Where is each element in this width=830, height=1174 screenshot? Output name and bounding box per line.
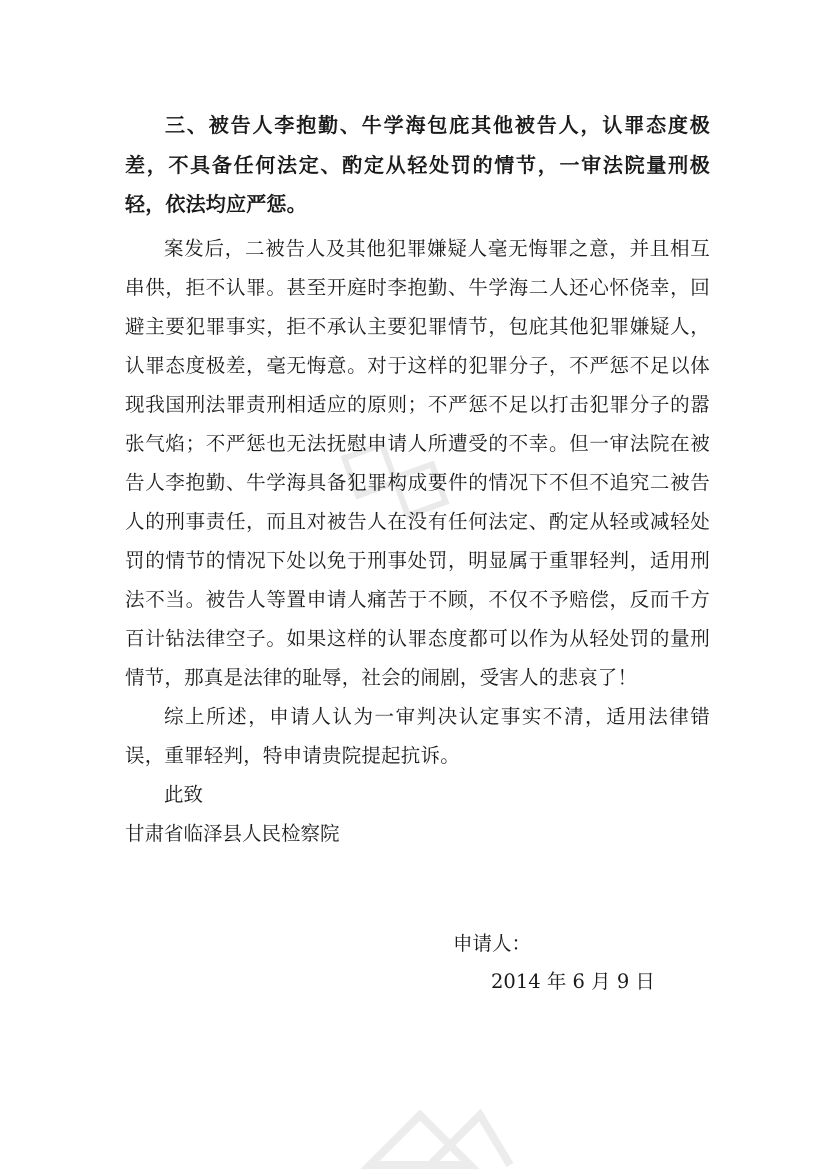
document-date: 2014 年 6 月 9 日 — [491, 970, 655, 993]
conclusion-paragraph: 综上所述，申请人认为一审判决认定事实不清，适用法律错误，重罪轻判，特申请贵院提起抗诉。 — [125, 704, 710, 767]
section-heading: 三、被告人李抱勤、牛学海包庇其他被告人，认罪态度极差，不具备任何法定、酌定从轻处罚的情节，一审法院量刑极轻，依法均应严惩。 — [125, 113, 710, 216]
salutation: 此致 — [164, 782, 204, 806]
watermark-bottom-icon — [360, 1105, 520, 1174]
applicant-label: 申请人： — [453, 932, 532, 955]
signature-block — [453, 925, 655, 1001]
watermark-icon — [340, 440, 460, 530]
recipient: 甘肃省临泽县人民检察院 — [125, 821, 340, 845]
body-paragraph: 案发后，二被告人及其他犯罪嫌疑人毫无悔罪之意，并且相互串供，拒不认罪。甚至开庭时李抱勤、牛学海二人还心怀侥幸，回避主要犯罪事实，拒不承认主要犯罪情节，包庇其他犯罪嫌疑人，认罪态度极差，毫无悔意。对于这样的犯罪分子，不严惩不足以体现我国刑法罪责刑相适应的原则；不严惩不足以打击犯罪分子的嚣张气焰；不严惩也无法抚慰申请人所遭受的不幸。但一审法院在被告人李抱勤、牛学海具备犯罪构成要件的情况下不但不追究二被告人的刑事责任，而且对被告人在没有任何法定、酌定从轻或减轻处罚的情节的情况下处以免于刑事处罚，明显属于重罪轻判，适用刑法不当。被告人等置申请人痛苦于不顾，不仅不予赔偿，反而千方百计钻法律空子。如果这样的认罪态度都可以作为从轻处罚的量刑情节，那真是法律的耻辱，社会的闹剧，受害人的悲哀了！ — [125, 236, 710, 689]
